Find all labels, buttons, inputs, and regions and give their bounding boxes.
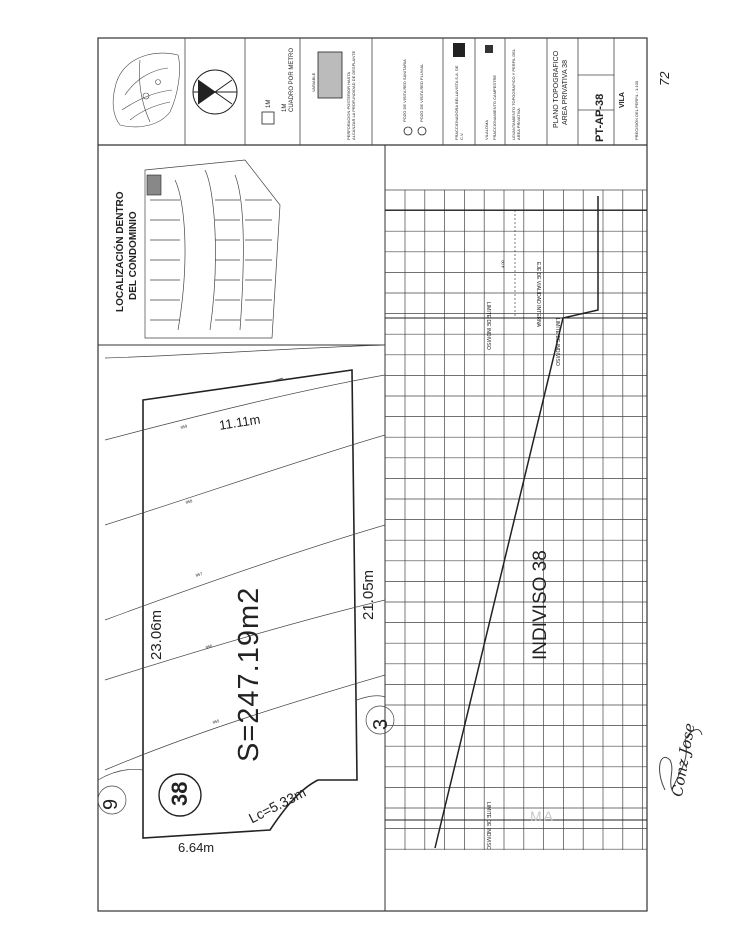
highlighted-lot (147, 175, 161, 195)
dim-bottom: 6.64m (178, 840, 215, 855)
profile-offset: 4.00 (500, 260, 505, 268)
legend-variable: VARIABLE (311, 72, 316, 92)
plan-code: PT-AP-38 (594, 93, 606, 142)
location-minimap (113, 53, 179, 127)
contour-label-4: 956 (205, 643, 213, 650)
profile-label-limit-bottom: LIMITE DE INDIVISO (485, 802, 491, 850)
profile-title: INDIVISO 38 (530, 550, 551, 660)
profile-label-limit-alt: LIMITE DE INDIVISO (554, 318, 560, 366)
contour-label-5: 955 (212, 718, 220, 725)
owner-label: FRACCIONADORA BELLAVISTA S.A. DE C.V. (454, 65, 464, 140)
logo-text: VILA (619, 92, 626, 108)
signature-text: Conz Jose (668, 721, 699, 799)
north-arrow-icon (193, 70, 237, 114)
legend-note: PERFORACION POSTERIOR HASTA ALCANZAR LA PROFUNDIDAD DE DESPLANTE (346, 50, 356, 140)
profile-label-limit: LIMITE DE INDIVISO (485, 302, 491, 350)
plan-title-2: AREA PRIVATIVA 38 (562, 60, 569, 125)
legend-scale-text: CUADRO POR METRO (289, 47, 295, 112)
neighbor-lot-right: 3 (370, 718, 392, 730)
title-block-cells (185, 38, 614, 145)
location-title-line2: DEL CONDOMINIO (128, 211, 139, 300)
project-label: VILALOMA (484, 119, 489, 140)
dim-curve: Lc=5.33m (246, 783, 309, 827)
profile-label-top: EJE DE VIALIDAD INTERNA (535, 262, 541, 328)
profile-grid (385, 190, 647, 850)
scale-square-icon (262, 112, 274, 124)
contour-label-3: 957 (195, 571, 203, 578)
neighbor-lot-left: 9 (100, 798, 122, 810)
description-label: LEVANTAMIENTO TOPOGRAFICO Y PERFIL DEL AREA PRIVATIVA (511, 49, 521, 140)
contour-label-2: 958 (185, 498, 193, 505)
project-sub: FRACCIONAMIENTO CAMPESTRE (492, 74, 497, 140)
legend-pozo-icons (404, 127, 426, 135)
legend-scale-2: 1M (282, 103, 288, 112)
contour-label-1: 959 (180, 423, 188, 430)
watermark: MA (530, 808, 555, 824)
legend-pozo-2: POZO DE VISITA RED PLUVIAL (419, 63, 424, 122)
legend-pozo-1: POZO DE VISITA RED SANITARIA (402, 59, 407, 122)
area-label: S=247.19m2 (233, 586, 265, 762)
page-number: 72 (657, 71, 672, 86)
dim-right: 21.05m (360, 569, 377, 620)
dim-left: 23.06m (148, 609, 165, 660)
profile-ground-line (435, 196, 598, 848)
project-logo-icon (485, 45, 493, 53)
lot-number: 38 (167, 781, 192, 806)
sheet-border (98, 38, 647, 911)
condo-key-plan (145, 160, 280, 338)
owner-logo-icon (453, 43, 465, 57)
dim-top: 11.11m (218, 411, 262, 433)
variable-hatch-icon (318, 52, 342, 98)
location-title-line1: LOCALIZACIÓN DENTRO (115, 191, 126, 312)
plan-title-1: PLANO TOPOGRAFICO (553, 50, 560, 128)
profile-scale: PRECISIÓN DEL PERFIL : 1:100 (634, 80, 639, 140)
legend-scale-1: 1M (266, 99, 272, 108)
